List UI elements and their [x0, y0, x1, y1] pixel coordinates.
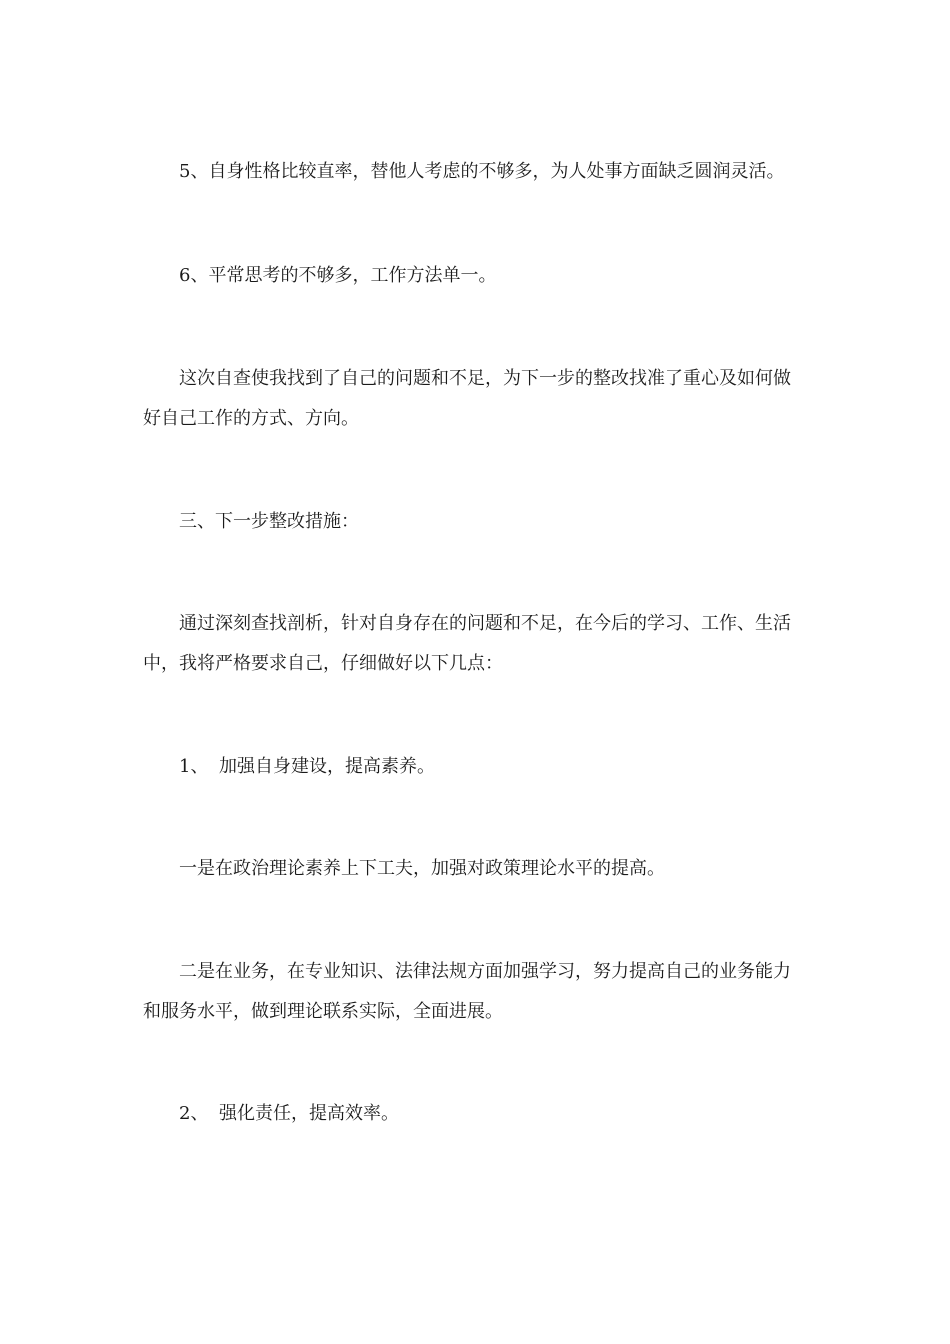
paragraph-self-check-summary: 这次自查使我找到了自己的问题和不足，为下一步的整改找准了重心及如何做好自己工作的方式、方向。: [143, 368, 791, 429]
paragraph-political-theory: 一是在政治理论素养上下工夫，加强对政策理论水平的提高。: [179, 858, 665, 879]
paragraph-item-5: 5、自身性格比较直率，替他人考虑的不够多，为人处事方面缺乏圆润灵活。: [179, 161, 785, 182]
list-item-2: [143, 1094, 807, 1134]
list-item-number: 2、: [179, 1103, 209, 1124]
list-item-text: 强化责任，提高效率。: [219, 1103, 399, 1124]
list-item-1: [143, 747, 807, 787]
list-item-text: 加强自身建设，提高素养。: [219, 756, 435, 777]
list-item-number: 1、: [179, 756, 209, 777]
section-heading-rectification: 三、下一步整改措施：: [179, 511, 359, 532]
paragraph-item-6: 6、平常思考的不够多，工作方法单一。: [179, 265, 497, 286]
paragraph-intro-measures: 通过深刻查找剖析，针对自身存在的问题和不足，在今后的学习、工作、生活中，我将严格要求自己，仔细做好以下几点：: [143, 613, 791, 674]
paragraph-business-study: 二是在业务，在专业知识、法律法规方面加强学习，努力提高自己的业务能力和服务水平，做到理论联系实际，全面进展。: [143, 961, 791, 1022]
